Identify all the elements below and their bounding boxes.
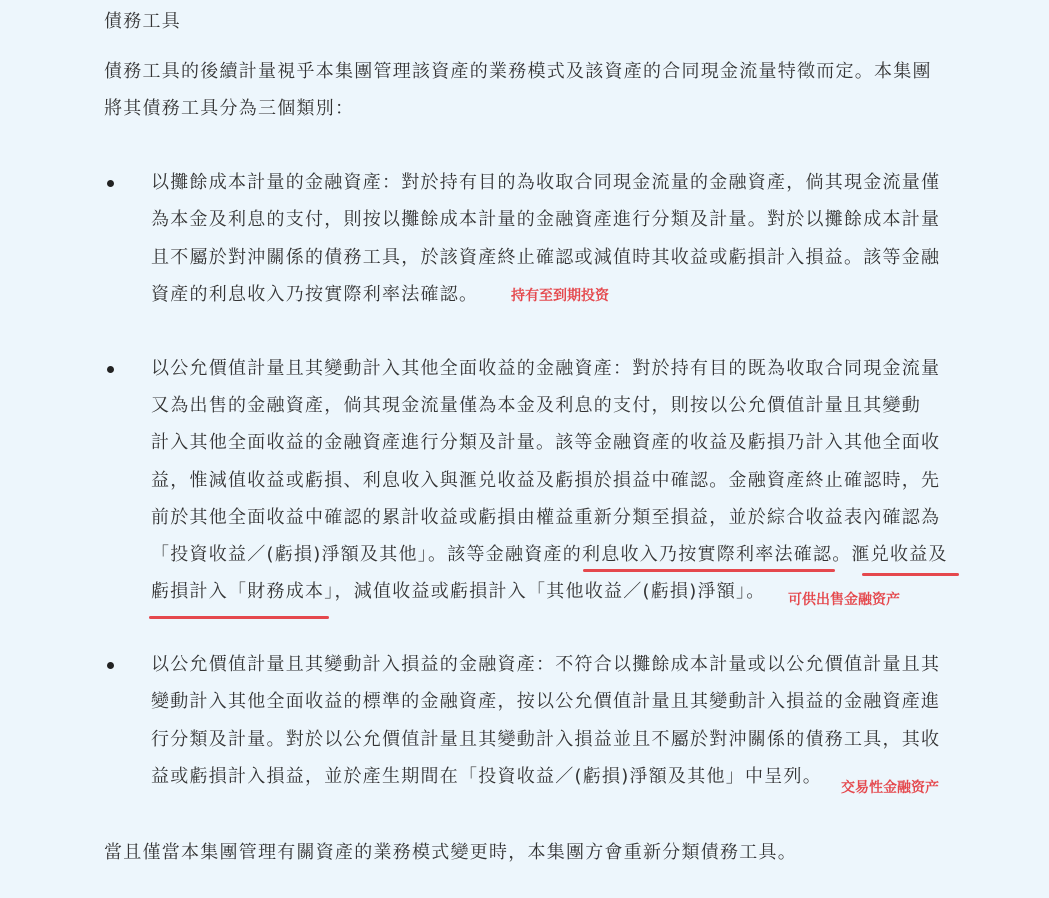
intro-line: 將其債務工具分為三個類別： xyxy=(104,98,355,119)
item-1-line: 資產的利息收入乃按實際利率法確認。 xyxy=(151,284,479,305)
item-2-line: 虧損計入「財務成本」，減值收益或虧損計入「其他收益／(虧損)淨額」。 xyxy=(151,581,766,602)
item-3-line: 以公允價值計量且其變動計入損益的金融資產：不符合以攤餘成本計量或以公允價值計量且其 xyxy=(151,654,941,675)
item-3-line: 變動計入其他全面收益的標準的金融資產，按以公允價值計量且其變動計入損益的金融資產進 xyxy=(151,691,941,712)
highlight-underline xyxy=(862,573,959,576)
closing-paragraph: 當且僅當本集團管理有關資產的業務模式變更時，本集團方會重新分類債務工具。 xyxy=(104,842,797,863)
annotation-held-to-maturity: 持有至到期投资 xyxy=(511,288,609,304)
bullet-dot xyxy=(107,180,114,187)
bullet-dot xyxy=(107,366,114,373)
highlight-underline xyxy=(583,569,835,572)
section-heading: 債務工具 xyxy=(104,11,181,32)
highlight-underline xyxy=(149,616,329,619)
item-1-line: 且不屬於對沖關係的債務工具，於該資產終止確認或減值時其收益或虧損計入損益。該等金融 xyxy=(151,247,941,268)
item-2-line: 以公允價值計量且其變動計入其他全面收益的金融資產：對於持有目的既為收取合同現金流量 xyxy=(151,358,941,379)
annotation-available-for-sale: 可供出售金融资产 xyxy=(788,592,900,608)
item-3-line: 益或虧損計入損益，並於產生期間在「投資收益／(虧損)淨額及其他」中呈列。 xyxy=(151,766,823,787)
item-1-line: 以攤餘成本計量的金融資產：對於持有目的為收取合同現金流量的金融資產，倘其現金流量僅 xyxy=(151,172,941,193)
item-3-line: 行分類及計量。對於以公允價值計量且其變動計入損益並且不屬於對沖關係的債務工具，其收 xyxy=(151,729,941,750)
item-2-line: 又為出售的金融資產，倘其現金流量僅為本金及利息的支付，則按以公允價值計量且其變動 xyxy=(151,395,921,416)
annotation-trading-assets: 交易性金融资产 xyxy=(841,780,939,796)
item-2-line: 前於其他全面收益中確認的累計收益或虧損由權益重新分類至損益，並於綜合收益表內確認為 xyxy=(151,507,941,528)
intro-line: 債務工具的後續計量視乎本集團管理該資產的業務模式及該資產的合同現金流量特徵而定。本集團 xyxy=(104,61,932,82)
item-2-line: 益，惟減值收益或虧損、利息收入與滙兑收益及虧損於損益中確認。金融資產終止確認時，先 xyxy=(151,470,941,491)
bullet-dot xyxy=(107,662,114,669)
item-1-line: 為本金及利息的支付，則按以攤餘成本計量的金融資產進行分類及計量。對於以攤餘成本計量 xyxy=(151,209,941,230)
item-2-line: 計入其他全面收益的金融資產進行分類及計量。該等金融資產的收益及虧損乃計入其他全面收 xyxy=(151,432,941,453)
item-2-line: 「投資收益／(虧損)淨額及其他」。該等金融資產的利息收入乃按實際利率法確認。滙兑收益及 xyxy=(151,544,948,565)
